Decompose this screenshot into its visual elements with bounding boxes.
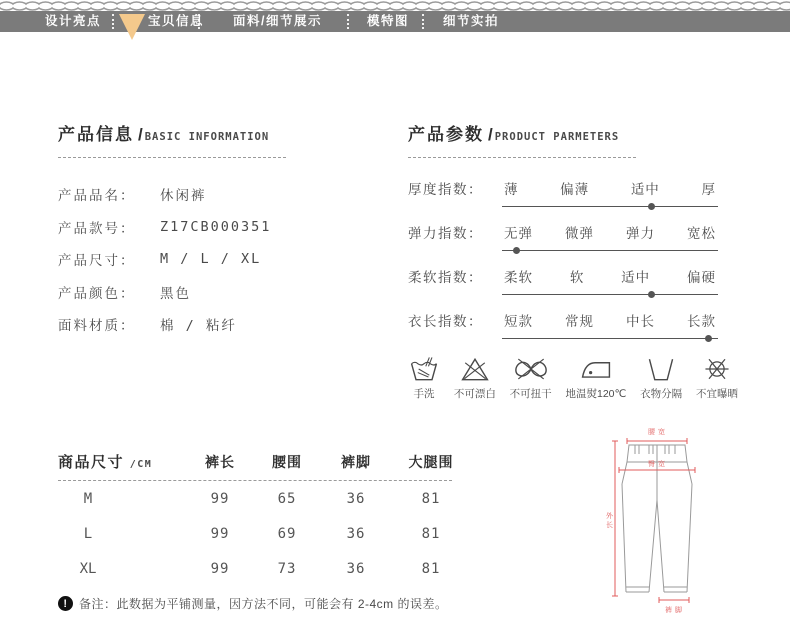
param-scale	[502, 264, 722, 295]
care-label: 衣物分隔	[640, 388, 683, 400]
scale-indicator-dot	[648, 291, 655, 298]
info-row-style-no	[58, 211, 313, 244]
size-value: 81	[421, 490, 441, 507]
size-value: 36	[346, 560, 366, 577]
dashed-divider	[58, 157, 286, 158]
parameter-rows	[408, 176, 740, 339]
column-header: 裤脚	[341, 454, 371, 470]
measurement-note	[58, 595, 452, 612]
care-label: 不可扭干	[509, 388, 552, 400]
size-table-title: 商品尺寸 /CM	[58, 454, 153, 471]
size-value: 65	[277, 490, 297, 507]
section-subtitle: PRODUCT PARMETERS	[494, 131, 620, 143]
basic-info-section	[58, 120, 313, 341]
field-label: 面料材质：	[58, 318, 136, 334]
tab-detail-shots[interactable]: 细节实拍	[443, 14, 500, 28]
section-subtitle: BASIC INFORMATION	[144, 131, 270, 143]
field-label: 产品尺寸：	[58, 253, 136, 269]
care-item-no-sun	[696, 355, 738, 401]
info-row-sizes	[58, 243, 313, 276]
info-row-color	[58, 276, 313, 309]
param-label: 厚度指数：	[408, 182, 483, 197]
param-row-softness	[408, 264, 740, 295]
param-option: 短款	[504, 314, 533, 329]
param-row-elasticity	[408, 220, 740, 251]
param-label: 衣长指数：	[408, 314, 483, 329]
param-option: 宽松	[687, 226, 716, 241]
active-tab-pointer-icon	[119, 14, 145, 40]
basic-info-header	[58, 120, 313, 145]
param-option: 常规	[565, 314, 594, 329]
nav-separator	[198, 14, 200, 29]
info-row-name	[58, 178, 313, 211]
column-header: 大腿围	[408, 454, 454, 470]
param-option: 中长	[626, 314, 655, 329]
leg-opening-label: 裤脚	[665, 607, 685, 614]
param-option: 适中	[621, 270, 651, 285]
param-label: 弹力指数：	[408, 226, 483, 241]
column-header: 腰围	[272, 454, 302, 470]
size-value: 36	[346, 490, 366, 507]
size-value: 81	[421, 525, 441, 542]
care-instructions-row	[408, 355, 738, 401]
param-option: 厚	[701, 182, 716, 197]
parameters-section	[408, 120, 740, 401]
scale-indicator-dot	[648, 203, 655, 210]
slash: /	[488, 125, 493, 144]
size-value: 69	[277, 525, 297, 542]
exclamation-icon: !	[58, 596, 73, 611]
pants-diagram-svg	[572, 420, 742, 630]
param-option: 无弹	[504, 226, 533, 241]
param-option: 适中	[630, 182, 660, 197]
param-option: 薄	[504, 182, 519, 197]
param-row-length	[408, 308, 740, 339]
care-label: 不宜曝晒	[695, 388, 738, 400]
parameters-header	[408, 120, 740, 145]
scale-line	[502, 338, 718, 339]
size-value: 81	[421, 560, 441, 577]
size-unit: /CM	[129, 459, 153, 470]
no-wring-icon	[512, 355, 550, 383]
section-title: 产品参数	[408, 125, 484, 144]
nav-separator	[112, 14, 114, 29]
param-option: 偏薄	[560, 182, 590, 197]
table-row	[58, 481, 452, 516]
no-bleach-icon	[459, 355, 491, 383]
tab-fabric-details[interactable]: 面料/细节展示	[233, 14, 322, 28]
param-option: 长款	[687, 314, 716, 329]
hip-width-label: 臀宽	[648, 461, 668, 468]
nav-separator	[422, 14, 424, 29]
field-value: M / L / XL	[160, 251, 262, 268]
waist-width-label: 腰宽	[648, 429, 668, 436]
table-row	[58, 551, 452, 586]
care-label: 不可漂白	[453, 388, 496, 400]
care-item-low-iron	[565, 355, 626, 401]
param-option: 柔软	[504, 270, 533, 285]
param-scale	[502, 220, 722, 251]
size-value: 99	[210, 560, 230, 577]
size-value: 36	[346, 525, 366, 542]
size-label: L	[83, 525, 93, 542]
field-label: 产品品名：	[58, 188, 136, 204]
slash: /	[138, 125, 143, 144]
care-item-wash-separately	[640, 355, 682, 401]
field-label: 产品颜色：	[58, 285, 136, 301]
info-row-material	[58, 308, 313, 341]
size-value: 73	[277, 560, 297, 577]
size-value: 99	[210, 525, 230, 542]
care-item-no-wring	[510, 355, 552, 401]
nav-separator	[347, 14, 349, 29]
outseam-length-label: 外长	[605, 512, 613, 530]
care-item-hand-wash	[408, 355, 440, 401]
dashed-divider	[408, 157, 636, 158]
size-label: XL	[79, 560, 97, 577]
wash-separately-icon	[645, 355, 677, 383]
field-value: 黑色	[160, 285, 191, 302]
pants-measurement-diagram	[572, 420, 742, 634]
size-value: 99	[210, 490, 230, 507]
care-label: 手洗	[413, 388, 435, 400]
param-option: 微弹	[565, 226, 594, 241]
scale-indicator-dot	[705, 335, 712, 342]
field-value: Z17CB000351	[160, 218, 272, 235]
tab-design-highlights[interactable]: 设计亮点	[45, 14, 102, 28]
column-header: 裤长	[205, 454, 235, 470]
field-value: 棉 / 粘纤	[160, 318, 237, 335]
anchor-navbar	[0, 11, 790, 32]
care-label: 地温熨120℃	[565, 388, 627, 400]
field-value: 休闲裤	[160, 188, 207, 205]
section-title: 产品信息	[58, 125, 134, 144]
param-option: 软	[569, 270, 585, 285]
field-label: 产品款号：	[58, 220, 136, 236]
scale-line	[502, 294, 718, 295]
no-sun-icon	[701, 355, 733, 383]
note-text: 备注：此数据为平铺测量，因方法不同，可能会有 2-4cm 的误差。	[79, 597, 448, 611]
size-table-section	[58, 448, 452, 612]
low-iron-icon	[579, 355, 613, 383]
param-option: 弹力	[626, 226, 655, 241]
table-row	[58, 516, 452, 551]
tab-model-photos[interactable]: 模特图	[367, 14, 410, 28]
basic-info-rows	[58, 178, 313, 341]
param-option: 偏硬	[686, 270, 716, 285]
size-label: M	[83, 490, 93, 507]
care-item-no-bleach	[454, 355, 496, 401]
param-scale	[502, 308, 722, 339]
scale-line	[502, 250, 718, 251]
param-scale	[502, 176, 722, 207]
param-row-thickness	[408, 176, 740, 207]
scale-line	[502, 206, 718, 207]
param-label: 柔软指数：	[408, 270, 483, 285]
size-table-header	[58, 448, 452, 472]
hand-wash-icon	[408, 355, 440, 383]
tab-item-info[interactable]: 宝贝信息	[148, 14, 205, 28]
scale-indicator-dot	[513, 247, 520, 254]
